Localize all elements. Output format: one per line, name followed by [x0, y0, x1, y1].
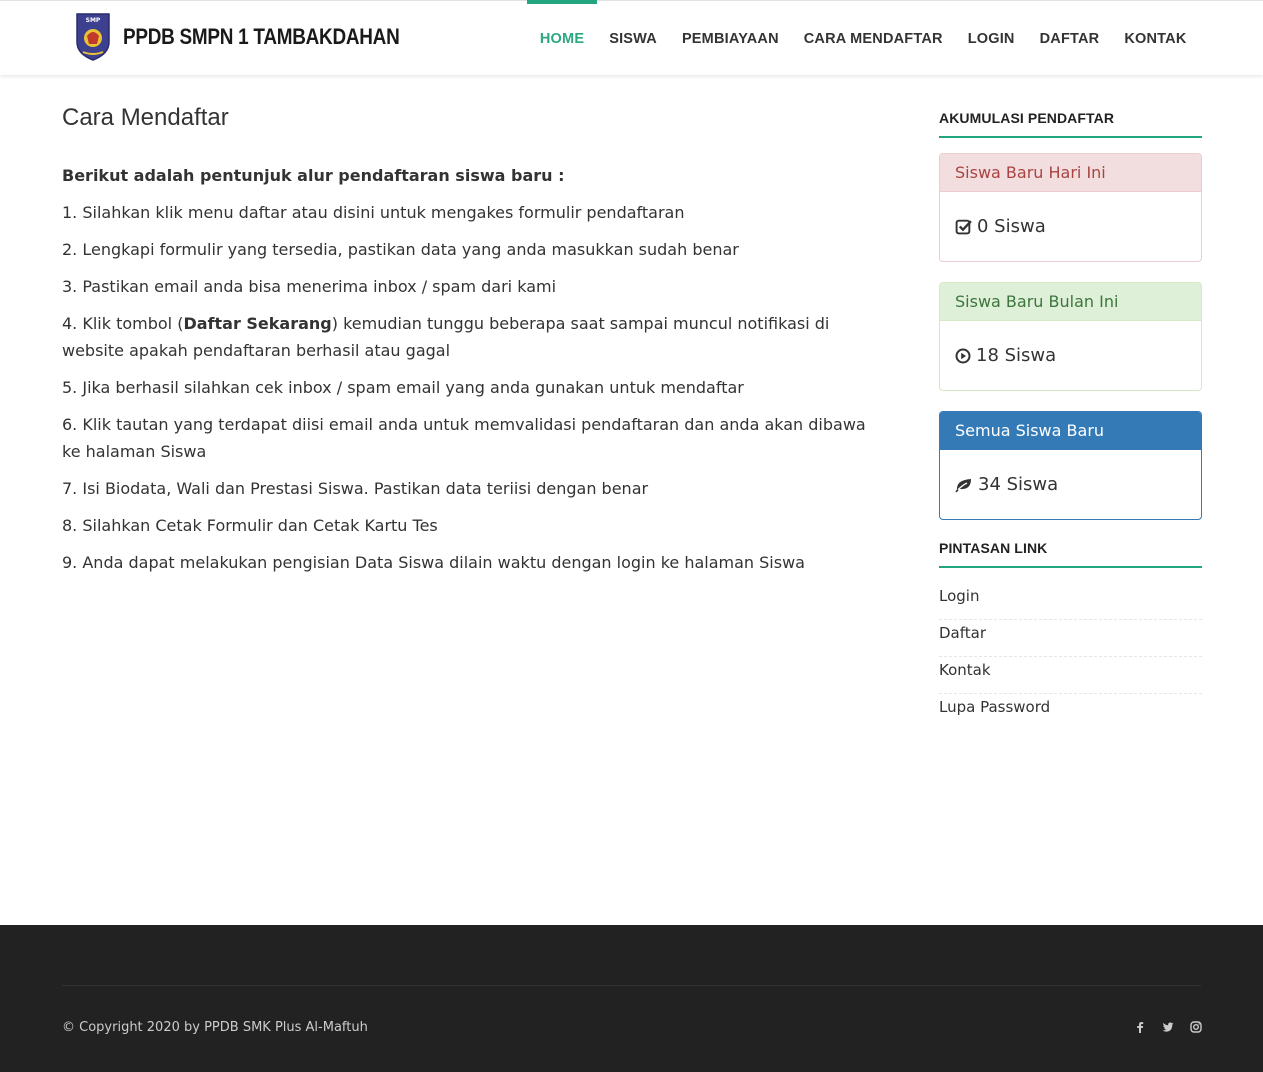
- play-circle-icon: [955, 348, 971, 364]
- panel-today-body: [940, 192, 1201, 261]
- nav-daftar[interactable]: DAFTAR: [1039, 30, 1100, 47]
- intro-text: Berikut adalah pentunjuk alur pendaftaran siswa baru :: [62, 166, 565, 185]
- step-text: ) kemudian tunggu beberapa saat sampai muncul notifikasi di website apakah pendaftaran berhasil atau gagal: [62, 314, 830, 360]
- panel-month-body: [940, 321, 1201, 390]
- panel-today-heading: Siswa Baru Hari Ini: [940, 154, 1201, 192]
- main-nav: [527, 1, 1199, 76]
- step-item: [62, 310, 882, 364]
- twitter-icon[interactable]: [1162, 1021, 1174, 1033]
- svg-text:SMP: SMP: [85, 17, 101, 24]
- accumulation-title: AKUMULASI PENDAFTAR: [939, 110, 1202, 138]
- nav-kontak[interactable]: KONTAK: [1124, 30, 1187, 47]
- panel-all-body: [940, 450, 1201, 519]
- step-text: 4. Klik tombol (: [62, 314, 184, 333]
- daftar-sekarang-label: Daftar Sekarang: [183, 314, 332, 333]
- step-item: 2. Lengkapi formulir yang tersedia, pastikan data yang anda masukkan sudah benar: [62, 240, 739, 259]
- link-daftar[interactable]: Daftar: [939, 620, 1202, 657]
- nav-login[interactable]: LOGIN: [967, 30, 1015, 47]
- nav-siswa[interactable]: SISWA: [609, 30, 657, 47]
- panel-all-value: 34 Siswa: [978, 474, 1059, 495]
- leaf-icon: [955, 477, 973, 493]
- steps-list: [62, 199, 882, 576]
- nav-home[interactable]: HOME: [527, 1, 596, 76]
- shortcut-links: [939, 583, 1202, 731]
- brand-title: PPDB SMPN 1 TAMBAKDAHAN: [123, 24, 400, 49]
- shortcut-links-title: PINTASAN LINK: [939, 540, 1202, 568]
- instagram-icon[interactable]: [1190, 1021, 1202, 1033]
- link-lupa-password[interactable]: Lupa Password: [939, 698, 1051, 716]
- page-title: Cara Mendaftar: [62, 104, 229, 131]
- nav-cara-mendaftar[interactable]: CARA MENDAFTAR: [803, 30, 943, 47]
- sidebar: [939, 110, 1202, 731]
- panel-month-heading: Siswa Baru Bulan Ini: [940, 283, 1201, 321]
- step-item: 3. Pastikan email anda bisa menerima inbox / spam dari kami: [62, 277, 557, 296]
- link-login[interactable]: Login: [939, 583, 1202, 620]
- school-logo-icon: [75, 12, 111, 62]
- facebook-icon[interactable]: [1134, 1021, 1146, 1033]
- panel-month: [939, 282, 1202, 391]
- panel-month-value: 18 Siswa: [976, 345, 1057, 366]
- step-item: 7. Isi Biodata, Wali dan Prestasi Siswa. Pastikan data teriisi dengan benar: [62, 479, 649, 498]
- social-links: [1134, 1021, 1202, 1033]
- brand[interactable]: [75, 12, 444, 62]
- panel-all: [939, 411, 1202, 520]
- step-item: 8. Silahkan Cetak Formulir dan Cetak Kartu Tes: [62, 516, 438, 535]
- step-item: 6. Klik tautan yang terdapat diisi email anda untuk memvalidasi pendaftaran dan anda akan dibawa ke halaman Siswa: [62, 415, 866, 461]
- panel-all-heading: Semua Siswa Baru: [940, 412, 1201, 450]
- step-item: 5. Jika berhasil silahkan cek inbox / spam email yang anda gunakan untuk mendaftar: [62, 378, 744, 397]
- link-kontak[interactable]: Kontak: [939, 657, 1202, 694]
- footer: [0, 925, 1263, 1072]
- panel-today-value: 0 Siswa: [977, 216, 1046, 237]
- nav-pembiayaan[interactable]: PEMBIAYAAN: [681, 30, 779, 47]
- copyright-text: © Copyright 2020 by PPDB SMK Plus Al-Maftuh: [62, 1020, 368, 1035]
- step-item: 9. Anda dapat melakukan pengisian Data Siswa dilain waktu dengan login ke halaman Siswa: [62, 553, 805, 572]
- panel-today: [939, 153, 1202, 262]
- footer-divider: [62, 985, 1201, 986]
- main-content: [62, 100, 882, 586]
- step-item: 1. Silahkan klik menu daftar atau disini untuk mengakes formulir pendaftaran: [62, 203, 685, 222]
- check-square-icon: [955, 218, 972, 235]
- top-navbar: [0, 0, 1263, 75]
